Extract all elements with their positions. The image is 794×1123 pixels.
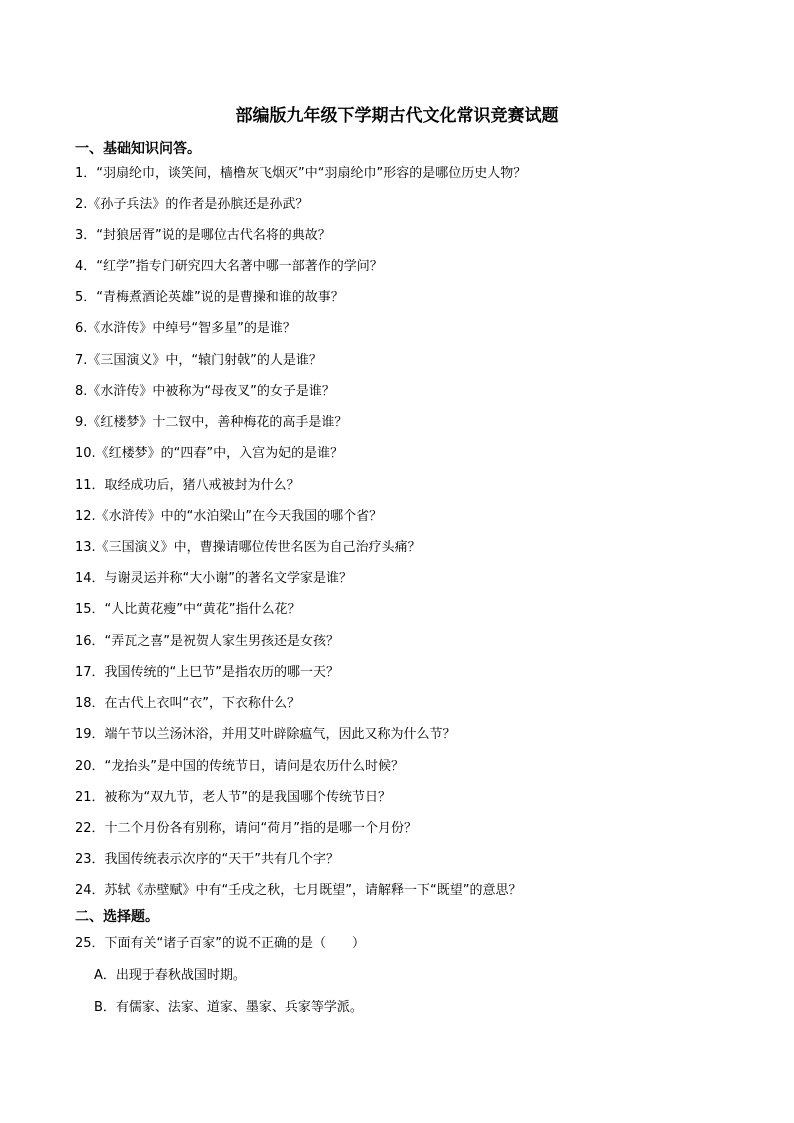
section-heading-basic-knowledge: 一、基础知识问答。	[75, 141, 201, 157]
question-14: 14．与谢灵运并称“大小谢”的著名文学家是谁？	[75, 571, 353, 586]
question-8: 8.《水浒传》中被称为“母夜叉”的女子是谁？	[75, 384, 335, 399]
page-title: 部编版九年级下学期古代文化常识竞赛试题	[235, 106, 559, 126]
question-11: 11．取经成功后，猪八戒被封为什么？	[75, 478, 300, 493]
question-2: 2.《孙子兵法》的作者是孙膑还是孙武？	[75, 197, 309, 212]
question-6: 6.《水浒传》中绰号“智多星”的是谁？	[75, 321, 296, 336]
question-7: 7.《三国演义》中，“辕门射戟”的人是谁？	[75, 353, 322, 368]
question-23: 23．我国传统表示次序的“天干”共有几个字？	[75, 852, 340, 867]
question-3: 3．“封狼居胥”说的是哪位古代名将的典故？	[75, 228, 331, 243]
question-10: 10.《红楼梦》的“四春”中，入宫为妃的是谁？	[75, 446, 344, 461]
question-4: 4．“红学”指专门研究四大名著中哪一部著作的学问？	[75, 259, 383, 274]
question-13: 13.《三国演义》中，曹操请哪位传世名医为自己治疗头痛？	[75, 540, 421, 555]
question-16: 16．“弄瓦之喜”是祝贺人家生男孩还是女孩？	[75, 634, 340, 649]
question-20: 20．“龙抬头”是中国的传统节日，请问是农历什么时候？	[75, 759, 405, 774]
question-25: 25．下面有关“诸子百家”的说不正确的是（ ）	[75, 936, 366, 951]
question-12: 12.《水浒传》中的“水泊梁山”在今天我国的哪个省？	[75, 509, 383, 524]
question-15: 15．“人比黄花瘦”中“黄花”指什么花？	[75, 602, 301, 617]
question-1: 1．“羽扇纶巾，谈笑间，樯橹灰飞烟灭”中“羽扇纶巾”形容的是哪位历史人物？	[75, 166, 527, 181]
question-9: 9.《红楼梦》十二钗中，善种梅花的高手是谁？	[75, 415, 348, 430]
question-21: 21．被称为“双九节，老人节”的是我国哪个传统节日？	[75, 790, 392, 805]
question-22: 22．十二个月份各有别称，请问“荷月”指的是哪一个月份？	[75, 821, 418, 836]
question-17: 17．我国传统的“上巳节”是指农历的哪一天？	[75, 665, 340, 680]
question-19: 19．端午节以兰汤沐浴，并用艾叶辟除瘟气，因此又称为什么节？	[75, 727, 456, 742]
choice-option-b: B．有儒家、法家、道家、墨家、兵家等学派。	[94, 1000, 363, 1015]
question-5: 5．“青梅煮酒论英雄”说的是曹操和谁的故事？	[75, 290, 344, 305]
question-18: 18．在古代上衣叫“衣”，下衣称什么？	[75, 696, 301, 711]
choice-option-a: A．出现于春秋战国时期。	[94, 968, 246, 983]
question-24: 24．苏轼《赤壁赋》中有“壬戌之秋，七月既望”，请解释一下“既望”的意思？	[75, 883, 522, 898]
section-heading-multiple-choice: 二、选择题。	[75, 909, 159, 925]
